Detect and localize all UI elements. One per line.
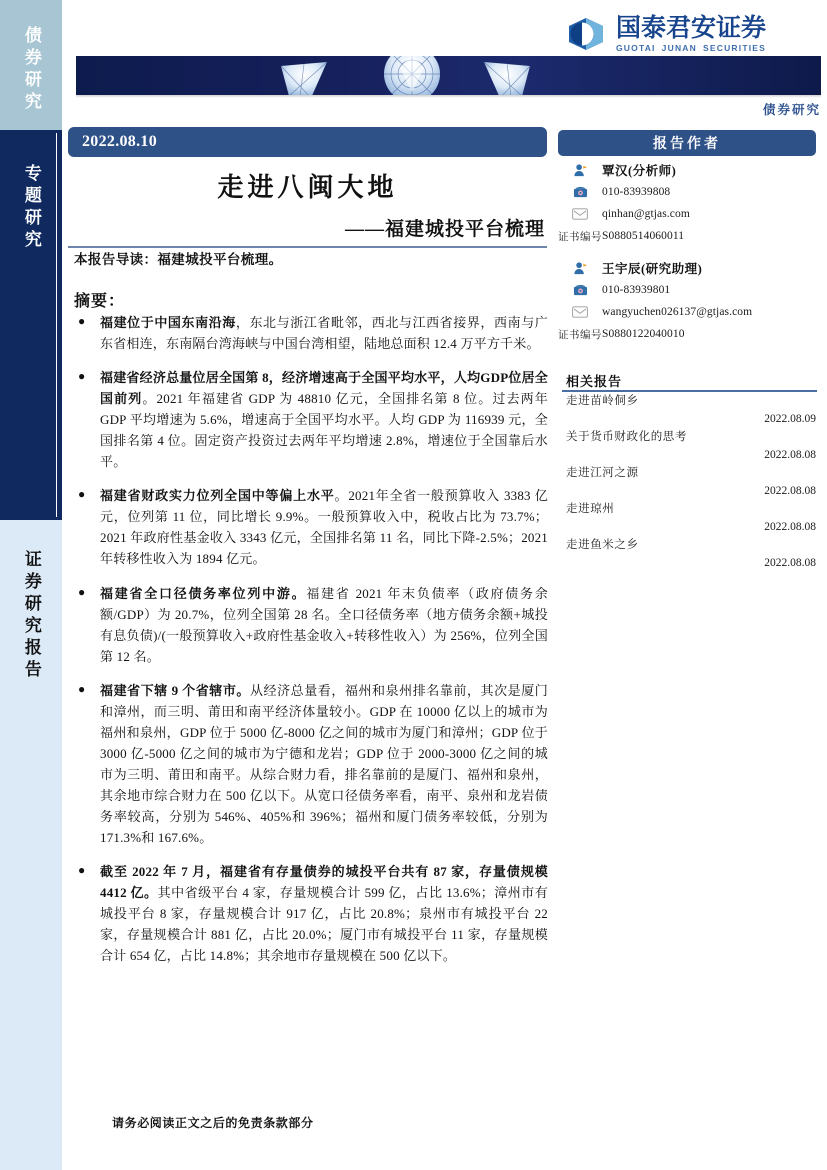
phone-icon (573, 283, 588, 297)
envelope-icon (572, 306, 588, 318)
summary-bullet (74, 312, 548, 354)
summary-bullet-body: 其中省级平台 4 家，存量规模合计 599 亿，占比 13.6%；漳州市有城投平台 8 家，存量规模合计 917 亿，占比 20.8%；泉州市有城投平台 22 家，存量规模合计 881 亿，占比 20.0%；厦门市有城投平台 11 家，存量规模合计 654 亿，占比 14.8%；其余地市存量规模在 500 亿以下。 (100, 885, 548, 964)
summary-bullet (74, 485, 548, 569)
sidebar-section-thematic-research (0, 130, 62, 520)
related-report-title[interactable]: 走进江河之源 (566, 467, 639, 480)
author-row-icon (558, 261, 602, 276)
logo-en-guotai: GUOTAI (616, 42, 656, 53)
sidebar-section-securities-research-report (0, 520, 62, 1170)
summary-bullet (74, 680, 548, 848)
header-research-tag: 债券研究 (762, 103, 821, 117)
bullet-dot-icon: ● (78, 681, 86, 696)
summary-bullet-text (100, 312, 548, 354)
author-name: 覃汉(分析师) (602, 164, 677, 178)
author-email[interactable]: wangyuchen026137@gtjas.com (602, 306, 753, 318)
author-cert-row (558, 226, 820, 246)
author-email-row (558, 204, 820, 224)
diamond-banner-image (76, 56, 821, 95)
summary-bullet-body: 。2021 年福建省 GDP 为 48810 亿元，全国排名第 8 位。过去两年 GDP 平均增速为 5.6%，增速高于全国平均水平。人均 GDP 为 116939 元，全国排名第 4 位。固定资产投资过去两年平均增速 2.8%，增速位于全国靠后水平。 (100, 391, 548, 470)
logo-english-name (616, 44, 766, 53)
logo-chinese-name: 国泰君安证券 (616, 13, 767, 42)
author-row-icon (558, 163, 602, 178)
summary-heading: 摘要： (74, 293, 126, 310)
bullet-dot-icon: ● (78, 314, 86, 328)
related-report-item[interactable] (566, 429, 818, 464)
banner-shadow (76, 95, 821, 98)
sidebar-divider-line (56, 133, 57, 517)
phone-icon (573, 185, 588, 199)
related-report-item[interactable] (566, 465, 818, 500)
related-report-title[interactable]: 走进鱼米之乡 (566, 539, 639, 552)
related-report-date: 2022.08.08 (764, 484, 816, 497)
report-date-bar (68, 127, 547, 157)
summary-bullet-text (100, 485, 548, 569)
gem-hexagon-logo-icon (565, 17, 607, 51)
related-reports-divider (562, 390, 817, 392)
summary-bullet (74, 583, 548, 667)
summary-bullet-lead: 福建省全口径债务率位列中游。 (100, 585, 307, 601)
summary-bullet-text (100, 583, 548, 667)
summary-bullet-text (100, 861, 548, 966)
summary-bullet-lead: 福建省财政实力位列全国中等偏上水平 (100, 488, 335, 504)
sidebar-label-bond-research: 债券研究 (21, 26, 41, 114)
summary-bullet-body: ，东北与浙江省毗邻，西北与江西省接界，西南与广东省相连，东南隔台湾海峡与中国台湾相望，陆地总面积 12.4 万平方千米。 (100, 315, 548, 352)
author-cert-number: S0880514060011 (602, 230, 685, 242)
related-report-title[interactable]: 走进琼州 (566, 503, 615, 516)
bullet-dot-icon: ● (78, 369, 86, 384)
author-cert-row (558, 324, 820, 344)
summary-bullet-list (74, 312, 548, 979)
sidebar-label-securities-research-report: 证券研究报告 (21, 550, 41, 682)
author-phone-row (558, 182, 820, 202)
author-phone-row (558, 280, 820, 300)
related-report-date: 2022.08.08 (764, 521, 816, 533)
author-name: 王宇辰(研究助理) (602, 262, 703, 276)
summary-bullet-lead: 福建省经济总量位居全国第 8，经济增速高于全国平均水平，人均GDP位居全国前列 (100, 370, 548, 407)
author-phone: 010-83939801 (602, 284, 671, 296)
summary-bullet-lead: 福建位于中国东南沿海 (100, 315, 236, 330)
company-logo (565, 12, 821, 56)
author-name-row (558, 258, 820, 278)
logo-en-junan: JUNAN (661, 42, 697, 53)
title-block (68, 163, 547, 248)
related-report-date: 2022.08.08 (764, 557, 816, 570)
author-row-icon (558, 306, 602, 318)
author-cert-label: 证书编号 (558, 329, 602, 341)
sidebar-label-thematic-research: 专题研究 (21, 164, 41, 252)
summary-bullet (74, 861, 548, 966)
report-date: 2022.08.10 (82, 133, 157, 150)
page-title: 走进八闽大地 (217, 173, 398, 202)
related-report-title[interactable]: 关于货币财政化的思考 (566, 431, 687, 444)
summary-bullet-body: 。2021年全省一般预算收入 3383 亿元，位列第 11 位，同比增长 9.9%。一般预算收入中，税收占比为 73.7%；2021 年政府性基金收入 3343 亿元，全国排名第 11 名，同比下降-2.5%；2021 年转移性收入为 1894 亿元。 (100, 488, 548, 567)
summary-bullet-body: 从经济总量看，福州和泉州排名靠前，其次是厦门和漳州，而三明、莆田和南平经济体量较小。GDP 在 10000 亿以上的城市为福州和泉州，GDP 位于 5000 亿-8000 亿之间的城市为厦门和漳州；GDP 位于 3000 亿-5000 亿之间的城市为宁德和龙岩；GDP 位于 2000-3000 亿之间的城市为三明、莆田和南平。从综合财力看，排名靠前的是厦门、福州和泉州，其余地市综合财力在 500 亿以下。从宽口径债务率看，南平、泉州和龙岩债务率较高，分别为 546%、405%和 396%；福州和厦门债务率较低，分别为 171.3%和 167.6%。 (100, 682, 548, 846)
diamond-gems-graphic (76, 56, 821, 95)
related-report-date: 2022.08.08 (764, 448, 816, 461)
summary-bullet-body: 福建省 2021 年末负债率（政府债务余额/GDP）为 20.7%，位列全国第 28 名。全口径债务率（地方债务余额+城投有息负债)/(一般预算收入+政府性基金收入+转移性收入）为 256%，位列全国第 12 名。 (100, 585, 548, 664)
author-name-row (558, 160, 820, 180)
report-lead: 本报告导读：福建城投平台梳理。 (74, 252, 283, 267)
bullet-dot-icon: ● (78, 863, 86, 878)
sidebar-section-bond-research (0, 0, 62, 130)
related-report-title[interactable]: 走进苗岭侗乡 (566, 395, 639, 407)
page-subtitle: ——福建城投平台梳理 (344, 219, 545, 240)
bullet-dot-icon: ● (78, 584, 86, 599)
authors-list (558, 160, 820, 356)
author-cert-label: 证书编号 (558, 231, 602, 243)
author-cert-number: S0880122040010 (602, 328, 685, 340)
person-icon (573, 261, 588, 276)
author-entry (558, 160, 820, 246)
summary-bullet-text (100, 680, 548, 848)
logo-en-securities: SECURITIES (703, 42, 767, 53)
summary-bullet-lead: 福建省下辖 9 个省辖市。 (100, 682, 250, 698)
related-report-date: 2022.08.09 (764, 412, 816, 425)
related-reports-list (566, 393, 818, 573)
author-row-icon (558, 283, 602, 297)
related-report-item[interactable] (566, 501, 818, 536)
related-reports-heading: 相关报告 (566, 374, 623, 389)
related-report-item[interactable] (566, 393, 818, 428)
author-row-icon (558, 185, 602, 199)
related-report-item[interactable] (566, 537, 818, 572)
author-email[interactable]: qinhan@gtjas.com (602, 208, 690, 220)
envelope-icon (572, 208, 588, 220)
authors-panel-heading: 报告作者 (558, 130, 816, 156)
person-icon (573, 163, 588, 178)
author-entry (558, 258, 820, 344)
summary-bullet (74, 367, 548, 472)
summary-bullet-lead: 截至 2022 年 7 月，福建省有存量债券的城投平台共有 87 家，存量债规模 4412 亿。 (100, 864, 548, 901)
author-row-icon (558, 208, 602, 220)
footer-disclaimer: 请务必阅读正文之后的免责条款部分 (112, 1116, 314, 1130)
left-sidebar (0, 0, 62, 1170)
author-email-row (558, 302, 820, 322)
bullet-dot-icon: ● (78, 487, 86, 502)
author-phone: 010-83939808 (602, 186, 671, 198)
summary-bullet-text (100, 367, 548, 472)
